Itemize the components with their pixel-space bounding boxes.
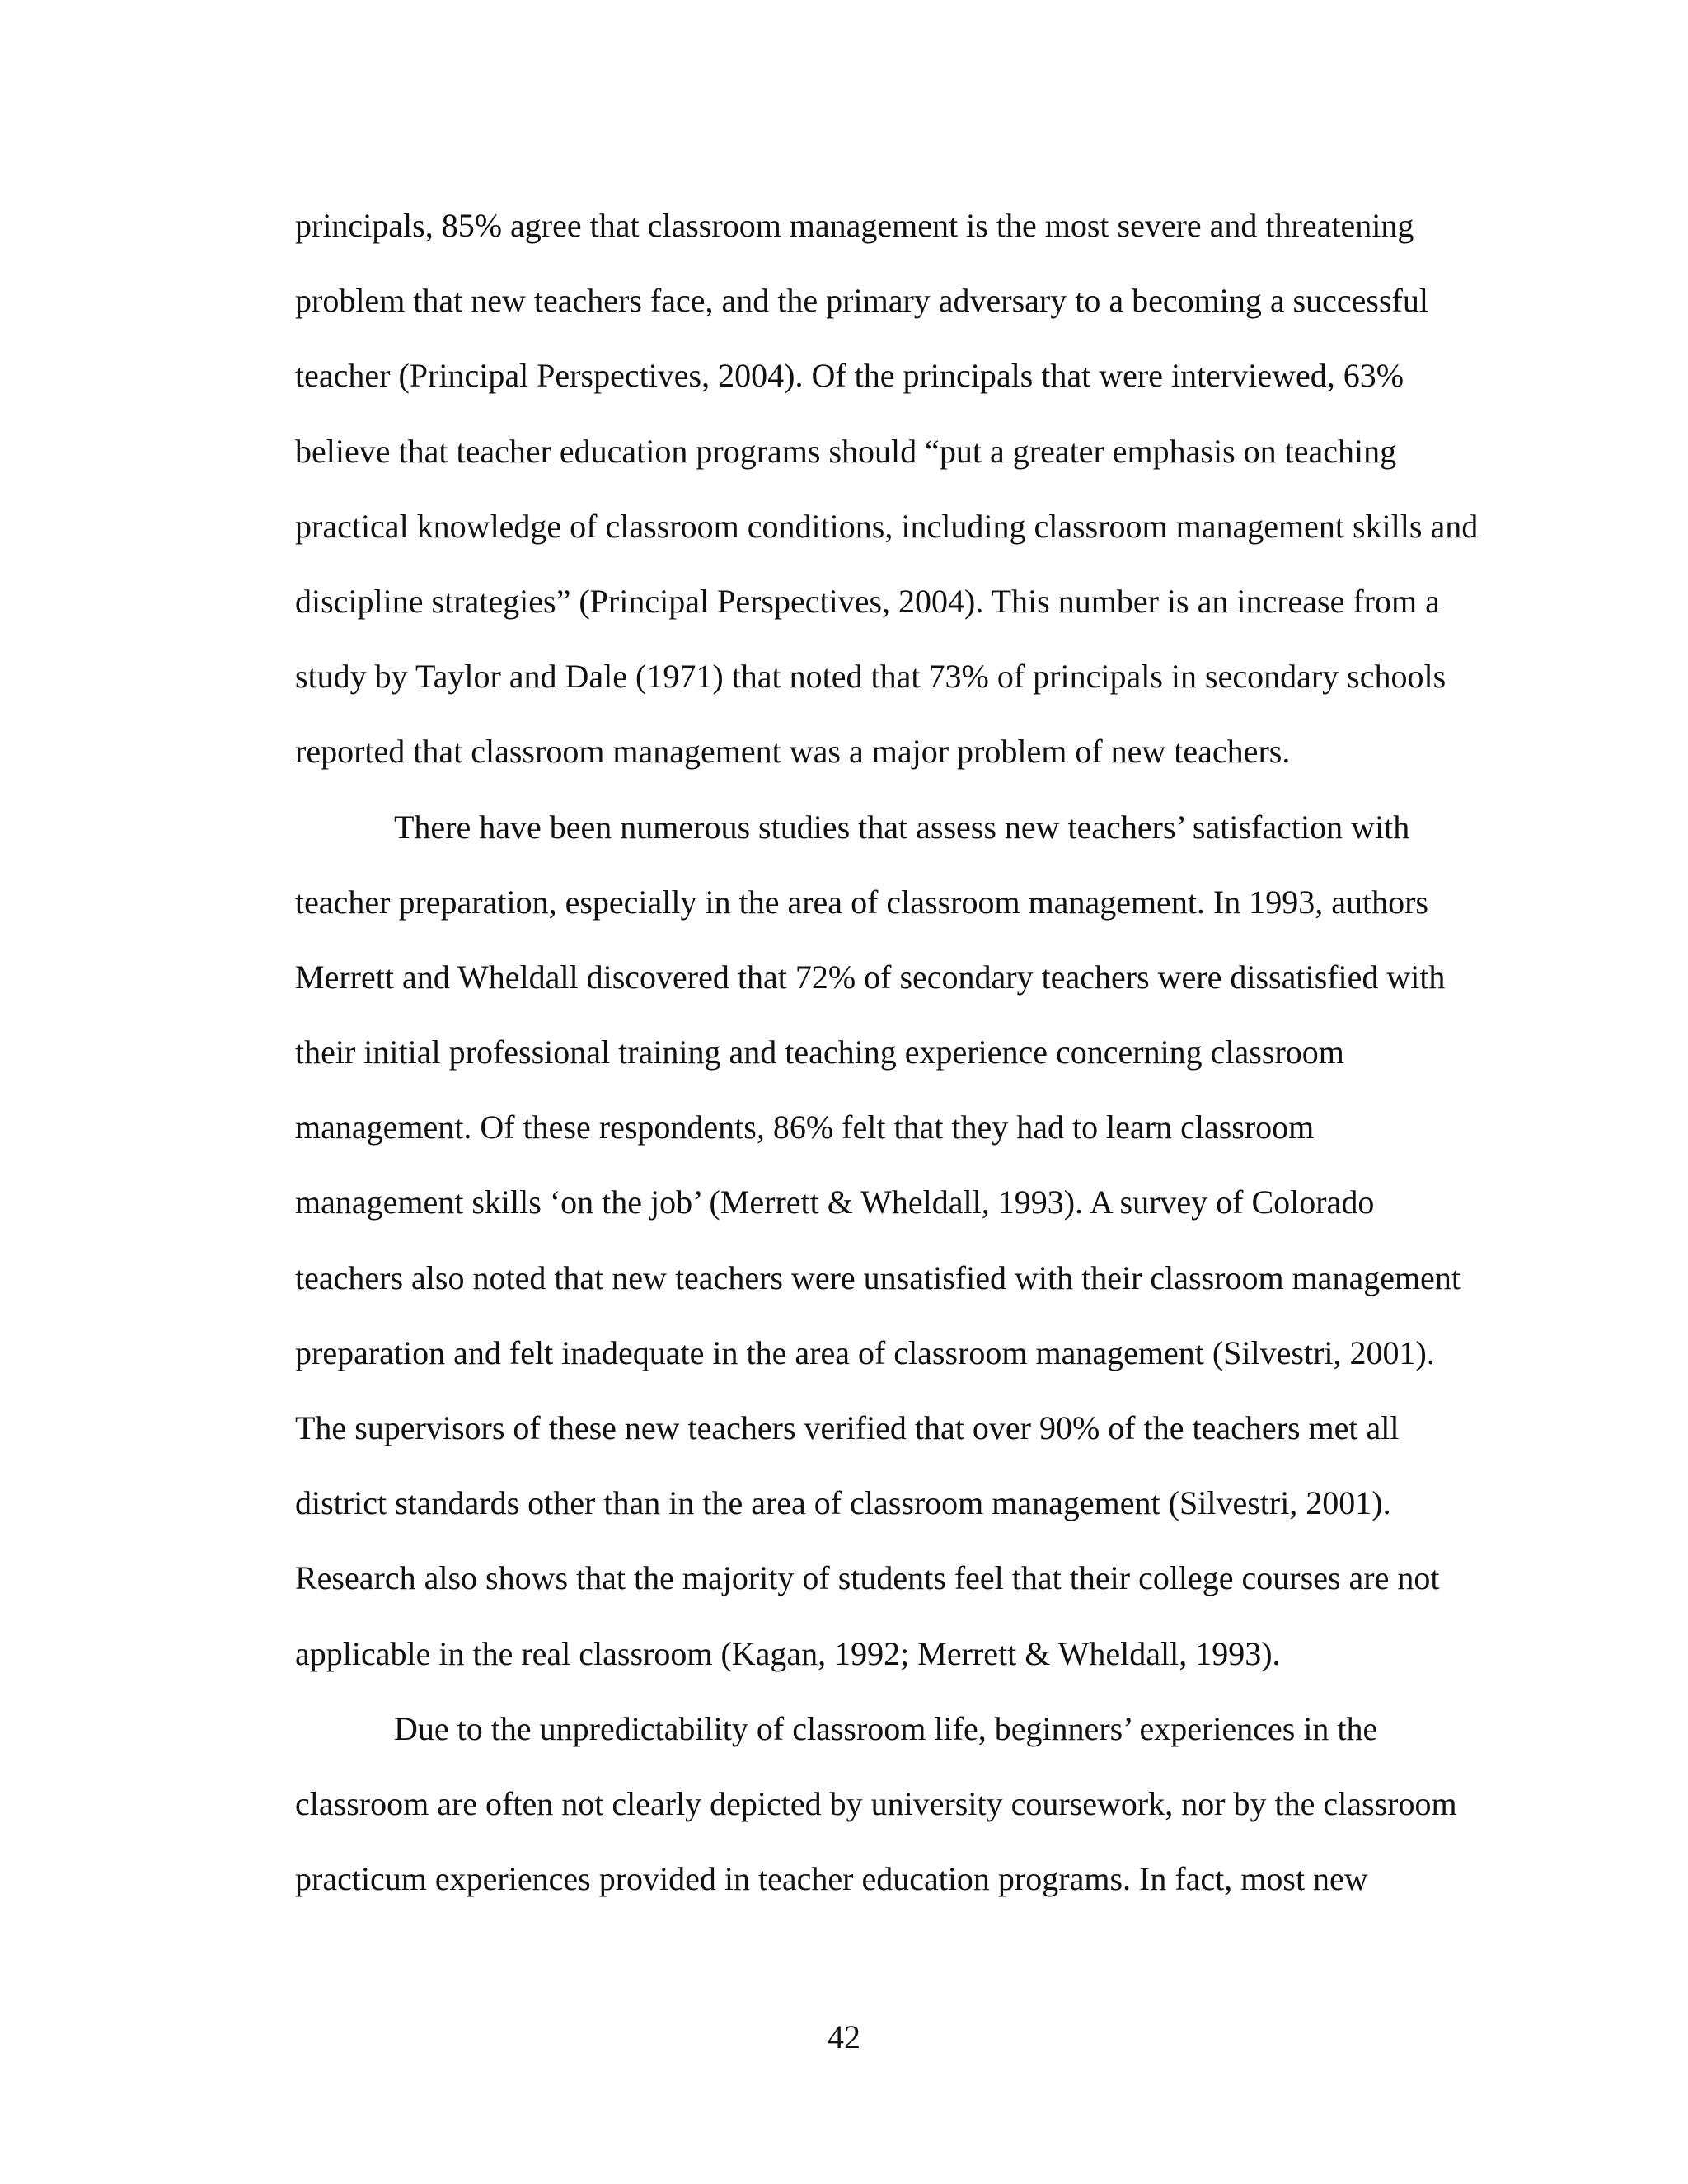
text-line: Merrett and Wheldall discovered that 72% of secondary teachers were dissatisfied with	[295, 958, 1446, 996]
text-line: classroom are often not clearly depicted by university coursework, nor by the classroom	[295, 1784, 1457, 1822]
text-line: practicum experiences provided in teacher education programs. In fact, most new	[295, 1860, 1368, 1898]
text-line: reported that classroom management was a major problem of new teachers.	[295, 733, 1291, 771]
text-line: believe that teacher education programs should “put a greater emphasis on teaching	[295, 432, 1397, 470]
text-line: management. Of these respondents, 86% felt that they had to learn classroom	[295, 1108, 1315, 1146]
text-line: principals, 85% agree that classroom management is the most severe and threatening	[295, 207, 1414, 244]
text-line: district standards other than in the area of classroom management (Silvestri, 2001).	[295, 1484, 1391, 1522]
text-line: management skills ‘on the job’ (Merrett & Wheldall, 1993). A survey of Colorado	[295, 1183, 1375, 1221]
body-text	[295, 188, 1531, 1916]
text-line: teacher preparation, especially in the area of classroom management. In 1993, authors	[295, 883, 1428, 921]
text-line: their initial professional training and teaching experience concerning classroom	[295, 1033, 1344, 1071]
text-line: teacher (Principal Perspectives, 2004). Of the principals that were interviewed, 63%	[295, 357, 1404, 395]
text-line: preparation and felt inadequate in the area of classroom management (Silvestri, 2001).	[295, 1333, 1435, 1371]
text-line: teachers also noted that new teachers were unsatisfied with their classroom management	[295, 1258, 1461, 1296]
text-line: discipline strategies” (Principal Perspectives, 2004). This number is an increase from a	[295, 582, 1440, 620]
text-line: Research also shows that the majority of students feel that their college courses are not	[295, 1559, 1440, 1597]
text-line: applicable in the real classroom (Kagan, 1992; Merrett & Wheldall, 1993).	[295, 1634, 1281, 1672]
paragraph-first-line: There have been numerous studies that assess new teachers’ satisfaction with	[394, 808, 1410, 846]
paragraph-first-line: Due to the unpredictability of classroom life, beginners’ experiences in the	[394, 1709, 1378, 1747]
text-line: study by Taylor and Dale (1971) that noted that 73% of principals in secondary schools	[295, 658, 1447, 696]
text-line: practical knowledge of classroom conditions, including classroom management skills and	[295, 507, 1479, 545]
text-line: problem that new teachers face, and the primary adversary to a becoming a successful	[295, 282, 1428, 320]
text-line: The supervisors of these new teachers verified that over 90% of the teachers met all	[295, 1409, 1400, 1446]
page-number: 42	[828, 2018, 860, 2055]
